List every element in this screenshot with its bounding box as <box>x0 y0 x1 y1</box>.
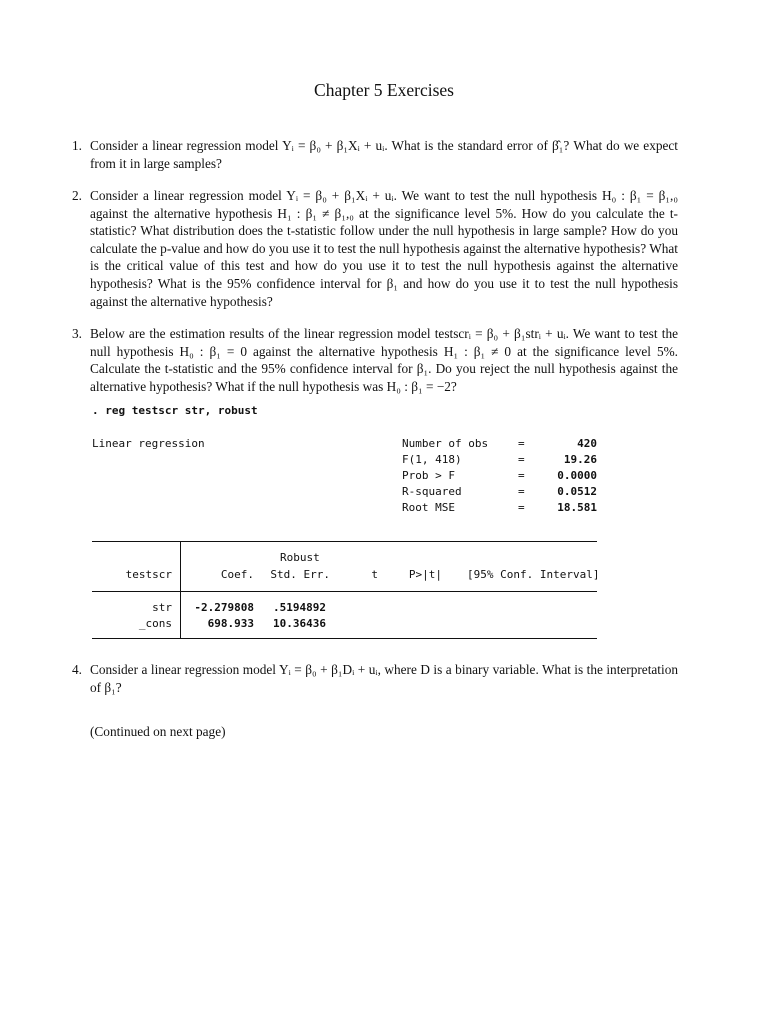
stata-command: . reg testscr str, robust <box>92 404 258 417</box>
header-se: Std. Err. <box>270 568 330 581</box>
table-bottom-rule <box>92 638 597 639</box>
table-header-rule <box>92 591 597 592</box>
header-var: testscr <box>125 568 172 581</box>
stat-value: 420 <box>577 437 597 450</box>
exercise-2 <box>72 187 678 310</box>
header-ci: [95% Conf. Interval] <box>467 568 600 581</box>
row-var: str <box>152 601 172 614</box>
stat-value: 19.26 <box>563 453 597 466</box>
stat-label: F(1, 418) <box>402 453 462 466</box>
stat-value: 18.581 <box>557 501 597 514</box>
exercise-4 <box>72 661 678 696</box>
exercise-text: Consider a linear regression model Yᵢ = β₀ + β₁Xᵢ + uᵢ. We want to test the null hypothesis H₀ : β₁ = β₁,₀ against the alternative hypothesis H₁ : β₁ ≠ β₁,₀ at the significance level 5%. How do you calculate the t-statistic? What distribution does the t-statistic follow under the null hypothesis in large sample? How do you calculate the p-value and how do you use it to test the null hypothesis against the alternative hypothesis? What is the critical value of this test and how do you use it to test the null hypothesis against the alternative hypothesis? What is the 95% confidence interval for β₁ and how do you use it to test the null hypothesis against the alternative hypothesis? <box>90 188 678 309</box>
exercise-number: 3. <box>72 326 82 341</box>
exercise-number: 1. <box>72 138 82 153</box>
stat-eq: = <box>518 437 525 450</box>
stat-eq: = <box>518 453 525 466</box>
continued-note: (Continued on next page) <box>90 724 226 739</box>
exercise-1 <box>72 137 678 172</box>
exercise-text: Below are the estimation results of the linear regression model testscrᵢ = β₀ + β₁strᵢ + uᵢ. We want to test the null hypothesis H₀ : β₁ = 0 against the alternative hypothesis H₁ : β₁ ≠ 0 at the significance level 5%. Calculate the t-statistic and the 95% confidence interval for β₁. Do you reject the null hypothesis against the alternative hypothesis? What if the null hypothesis was H₀ : β₁ = −2? <box>90 326 678 394</box>
row-se: 10.36436 <box>273 617 326 630</box>
row-var: _cons <box>138 617 172 630</box>
stat-label: Root MSE <box>402 501 455 514</box>
row-coef: -2.279808 <box>194 601 254 614</box>
exercise-text: Consider a linear regression model Yᵢ = β₀ + β₁Xᵢ + uᵢ. What is the standard error of β̂₁? What do we expect from it in large samples? <box>90 138 678 171</box>
exercise-3 <box>72 325 678 395</box>
stat-label: Prob > F <box>402 469 455 482</box>
stat-label: Number of obs <box>402 437 489 450</box>
exercise-text: Consider a linear regression model Yᵢ = β₀ + β₁Dᵢ + uᵢ, where D is a binary variable. What is the interpretation of β₁? <box>90 662 678 695</box>
stat-label: R-squared <box>402 485 462 498</box>
page-title: Chapter 5 Exercises <box>314 80 454 100</box>
row-se: .5194892 <box>273 601 326 614</box>
exercise-number: 2. <box>72 188 82 203</box>
header-robust: Robust <box>280 551 320 564</box>
row-coef: 698.933 <box>207 617 254 630</box>
stat-eq: = <box>518 501 525 514</box>
header-t: t <box>371 568 378 581</box>
exercise-number: 4. <box>72 662 82 677</box>
header-p: P>|t| <box>408 568 442 581</box>
header-coef: Coef. <box>220 568 254 581</box>
table-vertical-rule <box>180 541 181 639</box>
table-top-rule <box>92 541 597 542</box>
stat-eq: = <box>518 485 525 498</box>
model-label: Linear regression <box>92 437 205 450</box>
stat-value: 0.0000 <box>557 469 597 482</box>
stat-eq: = <box>518 469 525 482</box>
stat-value: 0.0512 <box>557 485 597 498</box>
